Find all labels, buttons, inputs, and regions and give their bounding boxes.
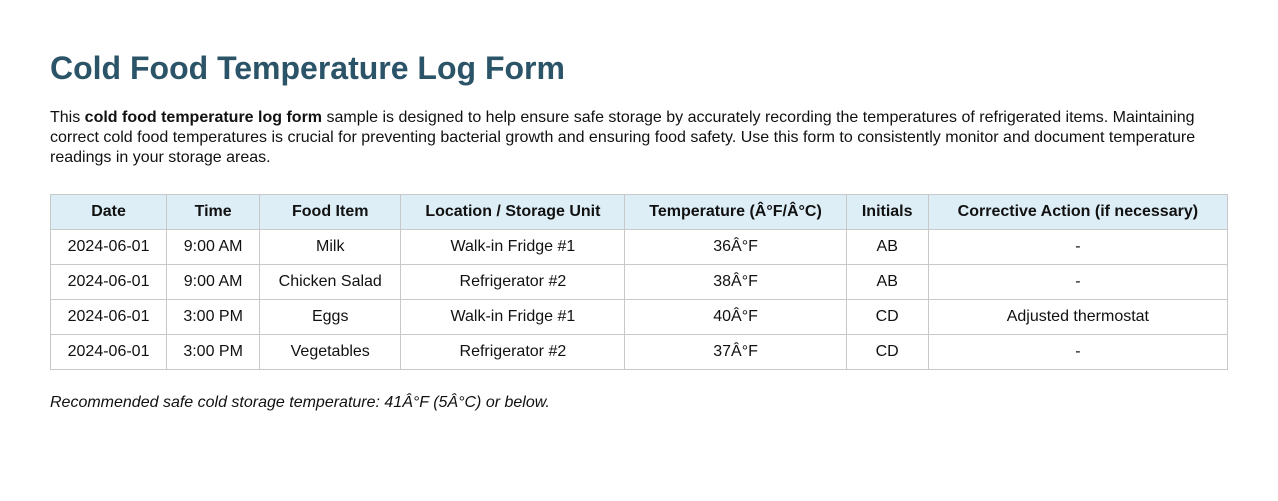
cell-initials: AB bbox=[846, 265, 928, 300]
cell-corrective-action: - bbox=[928, 230, 1227, 265]
cell-time: 9:00 AM bbox=[167, 230, 260, 265]
column-header-temperature: Temperature (Â°F/Â°C) bbox=[625, 195, 846, 230]
cell-location: Walk-in Fridge #1 bbox=[401, 230, 625, 265]
cell-date: 2024-06-01 bbox=[51, 230, 167, 265]
cell-temperature: 38Â°F bbox=[625, 265, 846, 300]
cell-time: 9:00 AM bbox=[167, 265, 260, 300]
cell-date: 2024-06-01 bbox=[51, 265, 167, 300]
cell-location: Refrigerator #2 bbox=[401, 265, 625, 300]
column-header-location: Location / Storage Unit bbox=[401, 195, 625, 230]
cell-time: 3:00 PM bbox=[167, 300, 260, 335]
cell-food-item: Chicken Salad bbox=[260, 265, 401, 300]
column-header-corrective-action: Corrective Action (if necessary) bbox=[928, 195, 1227, 230]
cell-temperature: 36Â°F bbox=[625, 230, 846, 265]
cell-date: 2024-06-01 bbox=[51, 300, 167, 335]
cell-temperature: 40Â°F bbox=[625, 300, 846, 335]
intro-suffix: sample is designed to help ensure safe storage by accurately recording the temperatures of refrigerated items. Maintaining correct cold food temperatures is crucial for preventing bacterial growth and ensuring food safety. Use this form to consistently monitor and document temperature readings in your storage areas. bbox=[50, 109, 1196, 166]
cell-date: 2024-06-01 bbox=[51, 335, 167, 370]
cell-time: 3:00 PM bbox=[167, 335, 260, 370]
cell-initials: CD bbox=[846, 300, 928, 335]
column-header-date: Date bbox=[51, 195, 167, 230]
intro-bold-phrase: cold food temperature log form bbox=[84, 109, 323, 126]
table-header-row bbox=[51, 195, 1228, 230]
cell-temperature: 37Â°F bbox=[625, 335, 846, 370]
table-row bbox=[51, 300, 1228, 335]
column-header-initials: Initials bbox=[846, 195, 928, 230]
table-row bbox=[51, 230, 1228, 265]
cell-corrective-action: Adjusted thermostat bbox=[928, 300, 1227, 335]
cell-food-item: Vegetables bbox=[260, 335, 401, 370]
cell-initials: AB bbox=[846, 230, 928, 265]
intro-paragraph bbox=[50, 108, 1228, 168]
table-row bbox=[51, 265, 1228, 300]
cell-location: Walk-in Fridge #1 bbox=[401, 300, 625, 335]
temperature-log-table bbox=[50, 194, 1228, 370]
column-header-time: Time bbox=[167, 195, 260, 230]
cell-initials: CD bbox=[846, 335, 928, 370]
cell-corrective-action: - bbox=[928, 335, 1227, 370]
column-header-food-item: Food Item bbox=[260, 195, 401, 230]
page-title: Cold Food Temperature Log Form bbox=[50, 50, 565, 86]
cell-location: Refrigerator #2 bbox=[401, 335, 625, 370]
cell-food-item: Eggs bbox=[260, 300, 401, 335]
intro-prefix: This bbox=[50, 109, 85, 126]
table-row bbox=[51, 335, 1228, 370]
cell-corrective-action: - bbox=[928, 265, 1227, 300]
cell-food-item: Milk bbox=[260, 230, 401, 265]
recommendation-note: Recommended safe cold storage temperature: 41Â°F (5Â°C) or below. bbox=[50, 394, 550, 411]
